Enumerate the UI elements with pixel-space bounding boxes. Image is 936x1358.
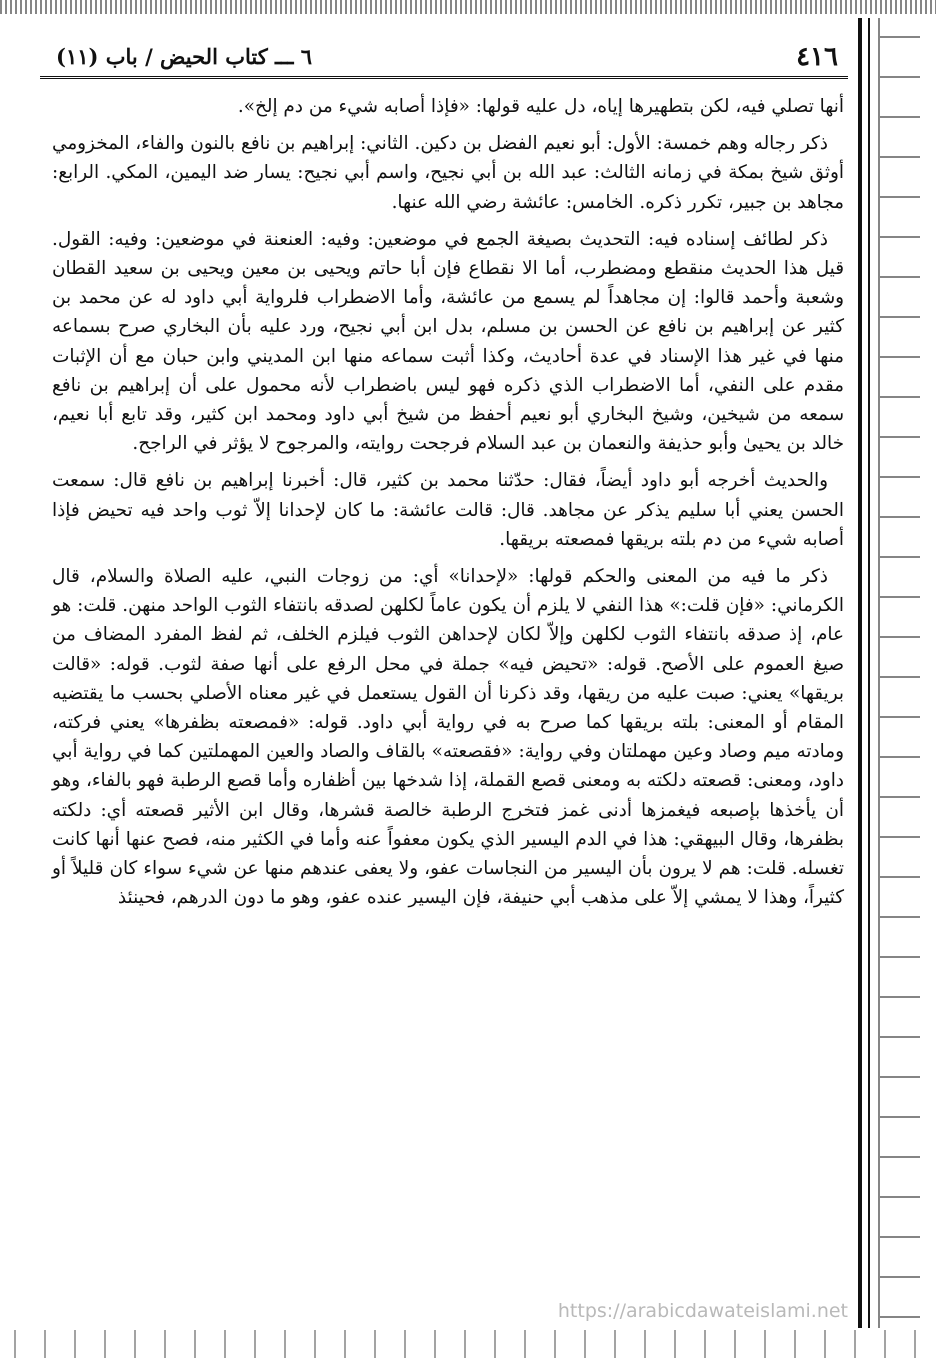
page-body xyxy=(52,92,844,920)
page-number: ٤١٦ xyxy=(796,42,838,72)
paragraph: أنها تصلي فيه، لكن بتطهيرها إياه، دل عليه قولها: «فإذا أصابه شيء من دم إلخ». xyxy=(237,96,844,117)
page-border-top xyxy=(0,0,936,14)
page-header xyxy=(40,36,848,79)
paragraph: ذكر رجاله وهم خمسة: الأول: أبو نعيم الفضل بن دكين. الثاني: إبراهيم بن نافع بالنون والفاء، المخزومي أوثق شيخ بمكة في زمانه الثالث: عبد الله بن أبي نجيح، واسم أبي نجيح: يسار ضد اليمين، المكي. الرابع: مجاهد بن جبير، تكرر ذكره. الخامس: عائشة رضي الله عنها. xyxy=(52,133,844,213)
border-rule-thin xyxy=(868,18,870,1328)
border-rule-thick xyxy=(858,18,862,1328)
decorative-border-loops xyxy=(878,18,920,1328)
paragraph: ذكر لطائف إسناده فيه: التحديث بصيغة الجمع في موضعين: وفيه: العنعنة في موضعين: وفيه: القول. قيل هذا الحديث منقطع ومضطرب، أما الا نقطاع فإن أبا حاتم ويحيى بن معين ويحيى بن سعيد القطان وشعبة وأحمد قالوا: إن مجاهداً لم يسمع من عائشة، وأما الاضطراب فلرواية أبي داود له عن محمد بن كثير عن إبراهيم بن نافع عن الحسن بن مسلم، بدل ابن أبي نجيح، ورد عليه بأن البخاري صرح بسماعه منها في غير هذا الإسناد في عدة أحاديث، وكذا أثبت سماعه منها ابن المديني وابن حبان مع أن الإثبات مقدم على النفي، أما الاضطراب الذي ذكره فهو ليس باضطراب لأنه محمول على أن إبراهيم بن نافع سمعه من شيخين، وشيخ البخاري أبو نعيم أحفظ من شيخ أبي داود ومحمد ابن كثير، وقد تابع أبا نعيم، خالد بن يحيىٰ وأبو حذيفة والنعمان بن عبد السلام فرجحت روايته، والمرجوح لا يؤثر في الراجح. xyxy=(52,228,844,455)
paragraph: ذكر ما فيه من المعنى والحكم قولها: «لإحدانا» أي: من زوجات النبي، عليه الصلاة والسلام، قال الكرماني: «فإن قلت:» هذا النفي لا يلزم أن يكون عاماً لكلهن لصدقه بانتفاء الثوب الواحد منهن. قلت: هو عام، إذ صدقه بانتفاء الثوب لكلهن وإلاّ لكان لإحداهن الثوب فيلزم الخلف، ثم لفظ المفرد المضاف من صيغ العموم على الأصح. قوله: «تحيض فيه» جملة في محل الرفع على أنها صفة لثوب. قوله: «قالت بريقها» يعني: صبت عليه من ريقها، وقد ذكرنا أن القول يستعمل في غير معناه الأصلي بحسب ما يقتضيه المقام أو المعنى: بلته بريقها كما صرح به في رواية أبي داود. قوله: «فمصعته بظفرها» يعني فركته، ومادته ميم وصاد وعين مهملتان وفي رواية: «فقصعته» بالقاف والصاد والعين المهملتين كما في رواية أبي داود، ومعنى: قصعته دلكته به ومعنى قصع القملة، إذا شدخها بين أظفاره وأما قصع الرطبة فهو بالفاء، وهو أن يأخذها بإصبعه فيغمزها أدنى غمز فتخرج الرطبة خالصة قشرها، وقال ابن الأثير قصعته أي: دلكته بظفرها، وقال البيهقي: هذا في الدم اليسير الذي يكون معفواً عنه وأما في الكثير منه، فصح عنها أنها كانت تغسله. قلت: هم لا يرون بأن اليسير من النجاسات عفو، ولا يعفى عندهم منها عن شيء سواء كان قليلاً أو كثيراً، وهذا لا يمشي إلاّ على مذهب أبي حنيفة، فإن اليسير عنده عفو، وهو ما دون الدرهم، فحينئذ xyxy=(52,566,844,909)
running-title: ٦ ـــ كتاب الحيض / باب (١١) xyxy=(56,44,313,69)
page-border-right xyxy=(850,0,936,1358)
source-watermark: https://arabicdawateislami.net xyxy=(557,1300,848,1322)
page-border-bottom xyxy=(0,1330,936,1358)
paragraph: والحديث أخرجه أبو داود أيضاً، فقال: حدّثنا محمد بن كثير، قال: أخبرنا إبراهيم بن نافع قال: سمعت الحسن يعني أبا سليم يذكر عن مجاهد. قال: قالت عائشة: ما كان لإحدانا إلاّ ثوب واحد فيه تحيض فإذا أصابه شيء من دم بلته بريقها فمصعته بريقها. xyxy=(52,470,844,550)
